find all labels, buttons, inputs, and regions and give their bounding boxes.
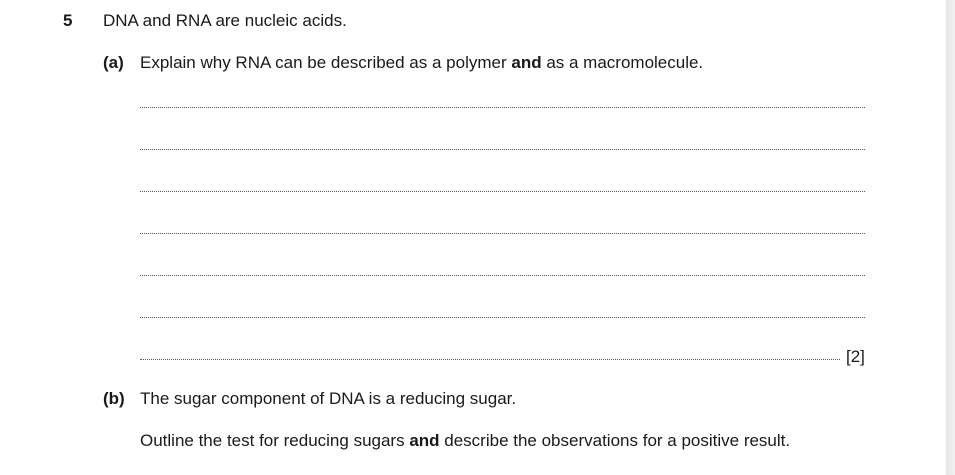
part-b-instruction [140, 430, 790, 452]
answer-line-4[interactable] [140, 233, 865, 234]
answer-line-5[interactable] [140, 275, 865, 276]
answer-line-3[interactable] [140, 191, 865, 192]
part-b-instruction-before: Outline the test for reducing sugars [140, 431, 410, 450]
part-b-instruction-after: describe the observations for a positive result. [439, 431, 791, 450]
marks-allocation: [2] [846, 347, 865, 366]
part-a-question [140, 52, 703, 74]
answer-line-1[interactable] [140, 107, 865, 108]
question-stem: DNA and RNA are nucleic acids. [103, 11, 347, 30]
answer-line-6[interactable] [140, 317, 865, 318]
part-a-text-after: as a macromolecule. [541, 53, 704, 72]
part-a-text-before: Explain why RNA can be described as a polymer [140, 53, 512, 72]
part-a-label: (a) [103, 53, 124, 72]
part-b-text: The sugar component of DNA is a reducing sugar. [140, 389, 517, 408]
part-b-label: (b) [103, 389, 125, 408]
part-a-text-bold: and [511, 53, 542, 72]
answer-line-7[interactable] [140, 359, 840, 360]
answer-line-2[interactable] [140, 149, 865, 150]
question-number: 5 [63, 11, 73, 30]
page-edge [946, 0, 955, 475]
part-b-instruction-bold: and [409, 431, 440, 450]
